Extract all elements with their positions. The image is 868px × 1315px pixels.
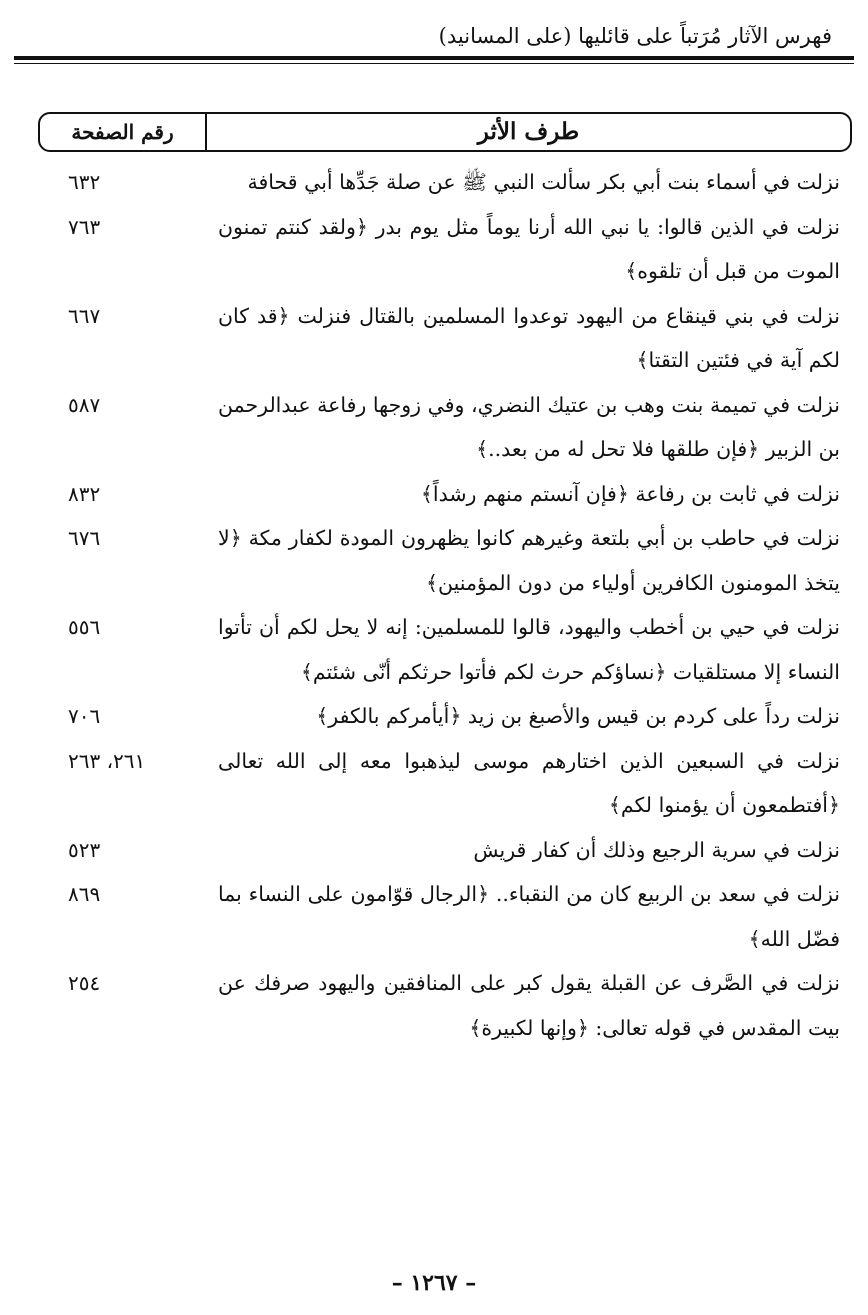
entry-page-number: ٨٦٩ (68, 882, 101, 906)
entry-page-number: ٥٨٧ (68, 392, 101, 417)
index-entry (20, 294, 840, 383)
running-header: فهرس الآثار مُرَتباً على قائليها (على المسانيد) (438, 24, 832, 48)
entry-page-number: ٦٧٦ (68, 526, 101, 550)
entry-page-number: ٥٢٣ (68, 837, 101, 862)
index-entries (20, 160, 840, 1050)
entry-page-number: ٦٦٧ (68, 303, 101, 328)
index-entry (20, 828, 840, 873)
index-entry (20, 605, 840, 694)
header-rule-thick (14, 56, 854, 60)
entry-text: نزلت في تميمة بنت وهب بن عتيك النضري، وفي زوجها رفاعة عبدالرحمن بن الزبير ﴿فإن طلقها فلا تحل له من بعد..﴾ (218, 392, 840, 461)
entry-page-number: ٧٦٣ (68, 214, 101, 239)
page-number: – ١٢٦٧ – (391, 1270, 477, 1296)
index-entry (20, 872, 840, 961)
entry-text: نزلت في السبعين الذين اختارهم موسى ليذهبوا معه إلى الله تعالى ﴿أفتطمعون أن يؤمنوا لكم﴾ (218, 748, 840, 817)
entry-text: نزلت في ثابت بن رفاعة ﴿فإن آنستم منهم رشداً﴾ (420, 481, 840, 506)
entry-text: نزلت في حاطب بن أبي بلتعة وغيرهم كانوا يظهرون المودة لكفار مكة ﴿لا يتخذ المومنون الكافرين أولياء من دون المؤمنين﴾ (218, 526, 840, 595)
entry-page-number: ٢٥٤ (68, 971, 101, 995)
index-entry (20, 205, 840, 294)
column-header-page-number: رقم الصفحة (40, 114, 207, 150)
entry-text: نزلت في أسماء بنت أبي بكر سألت النبي ﷺ عن صلة جَدِّها أبي قحافة (247, 170, 840, 194)
entry-page-number: ٨٣٢ (68, 481, 101, 506)
index-entry (20, 383, 840, 472)
index-entry (20, 739, 840, 828)
index-entry (20, 160, 840, 205)
entry-page-number: ٢٦١، ٢٦٣ (68, 748, 146, 773)
entry-page-number: ٦٣٢ (68, 170, 101, 194)
index-entry (20, 694, 840, 739)
entry-text: نزلت في سعد بن الربيع كان من النقباء.. ﴿الرجال قوّامون على النساء بما فضّل الله﴾ (218, 882, 840, 951)
entry-page-number: ٧٠٦ (68, 704, 101, 728)
entry-text: نزلت في سرية الرجيع وذلك أن كفار قريش (473, 837, 840, 862)
entry-text: نزلت رداً على كردم بن قيس والأصبغ بن زيد ﴿أيأمركم بالكفر﴾ (316, 704, 840, 728)
header-rule-thin (14, 63, 854, 64)
column-header-athar: طرف الأثر (477, 118, 580, 145)
entry-text: نزلت في حيي بن أخطب واليهود، قالوا للمسلمين: إنه لا يحل لكم أن تأتوا النساء إلا مستلقيات ﴿نساؤكم حرث لكم فأتوا حرثكم أنّى شئتم﴾ (218, 615, 840, 684)
index-entry (20, 961, 840, 1050)
table-header (38, 112, 852, 152)
entry-text: نزلت في الصَّرف عن القبلة يقول كبر على المنافقين واليهود صرفك عن بيت المقدس في قوله تعالى: ﴿وإنها لكبيرة﴾ (218, 971, 840, 1040)
index-entry (20, 472, 840, 517)
index-entry (20, 516, 840, 605)
entry-page-number: ٥٥٦ (68, 615, 101, 639)
entry-text: نزلت في الذين قالوا: يا نبي الله أرنا يوماً مثل يوم بدر ﴿ولقد كنتم تمنون الموت من قبل أن تلقوه﴾ (218, 214, 840, 283)
entry-text: نزلت في بني قينقاع من اليهود توعدوا المسلمين بالقتال فنزلت ﴿قد كان لكم آية في فئتين التقتا﴾ (218, 303, 840, 372)
